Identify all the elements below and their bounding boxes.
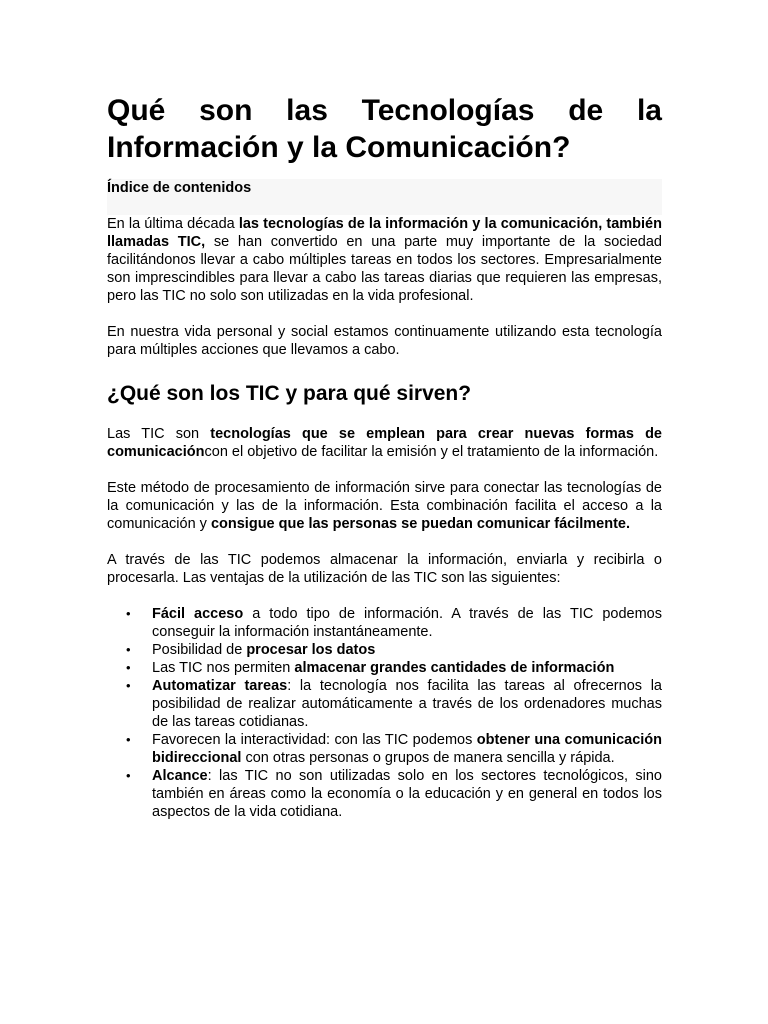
list-item [126, 731, 662, 767]
toc-label: Índice de contenidos [107, 180, 252, 196]
bold-text: tecnologías que se emplean para crear nuevas formas de comunicación [107, 426, 662, 460]
page-title: Qué son las Tecnologías de la Información y la Comunicación? [107, 94, 662, 164]
text: Posibilidad de [152, 642, 247, 658]
section-heading: ¿Qué son los TIC y para qué sirven? [107, 382, 472, 405]
text: Las TIC nos permiten [152, 660, 295, 676]
paragraph-advantages-intro: A través de las TIC podemos almacenar la información, enviarla y recibirla o procesarla. Las ventajas de la utilización de las TIC son las siguientes: [107, 552, 662, 586]
list-item [126, 767, 662, 821]
bullet-icon: • [126, 660, 131, 675]
bullet-icon: • [126, 678, 131, 693]
text: Favorecen la interactividad: con las TIC podemos [152, 732, 477, 748]
bold-text: almacenar grandes cantidades de información [294, 660, 615, 676]
paragraph-definition [107, 425, 662, 461]
text: a todo tipo de información. A través de las TIC podemos conseguir la información instantáneamente. [152, 606, 662, 640]
advantages-list [107, 605, 662, 821]
text: con otras personas o grupos de manera sencilla y rápida. [241, 750, 615, 766]
bold-text: Fácil acceso [152, 606, 244, 622]
bold-text: las tecnologías de la información y la comunicación, también llamadas TIC, [107, 216, 662, 250]
text: se han convertido en una parte muy importante de la sociedad facilitándonos llevar a cabo múltiples tareas en todos los sectores. Empresarialmente son imprescindibles para llevar a cabo las tareas diarias que requieren las empresas, pero las TIC no solo son utilizadas en la vida profesional. [107, 234, 662, 304]
text: : la tecnología nos facilita las tareas al ofrecernos la posibilidad de realizar automáticamente a través de los ordenadores muchas de las tareas cotidianas. [152, 678, 662, 730]
table-of-contents[interactable] [107, 179, 662, 215]
bullet-icon: • [126, 642, 131, 657]
paragraph-intro [107, 215, 662, 305]
text: Las TIC son [107, 426, 211, 442]
list-item [126, 677, 662, 731]
text: Este método de procesamiento de información sirve para conectar las tecnologías de la comunicación y las de la información. Esta combinación facilita el acceso a la comunicación y [107, 480, 662, 532]
paragraph-method [107, 479, 662, 533]
list-item [126, 659, 662, 677]
bullet-icon: • [126, 606, 131, 621]
bold-text: consigue que las personas se puedan comunicar fácilmente. [210, 516, 630, 532]
bold-text: Automatizar tareas [152, 678, 288, 694]
text: En la última década [107, 216, 239, 232]
list-item [126, 641, 662, 659]
bold-text: procesar los datos [246, 642, 376, 658]
paragraph-personal: En nuestra vida personal y social estamos continuamente utilizando esta tecnología para múltiples acciones que llevamos a cabo. [107, 324, 662, 358]
bullet-icon: • [126, 768, 131, 783]
bold-text: obtener una comunicación bidireccional [152, 732, 662, 766]
bold-text: Alcance [152, 768, 208, 784]
bullet-icon: • [126, 732, 131, 747]
document-content [107, 92, 662, 821]
text: : las TIC no son utilizadas solo en los sectores tecnológicos, sino también en áreas como la economía o la educación y en general en todos los aspectos de la vida cotidiana. [152, 768, 662, 820]
text: con el objetivo de facilitar la emisión y el tratamiento de la información. [204, 444, 659, 460]
list-item [126, 605, 662, 641]
